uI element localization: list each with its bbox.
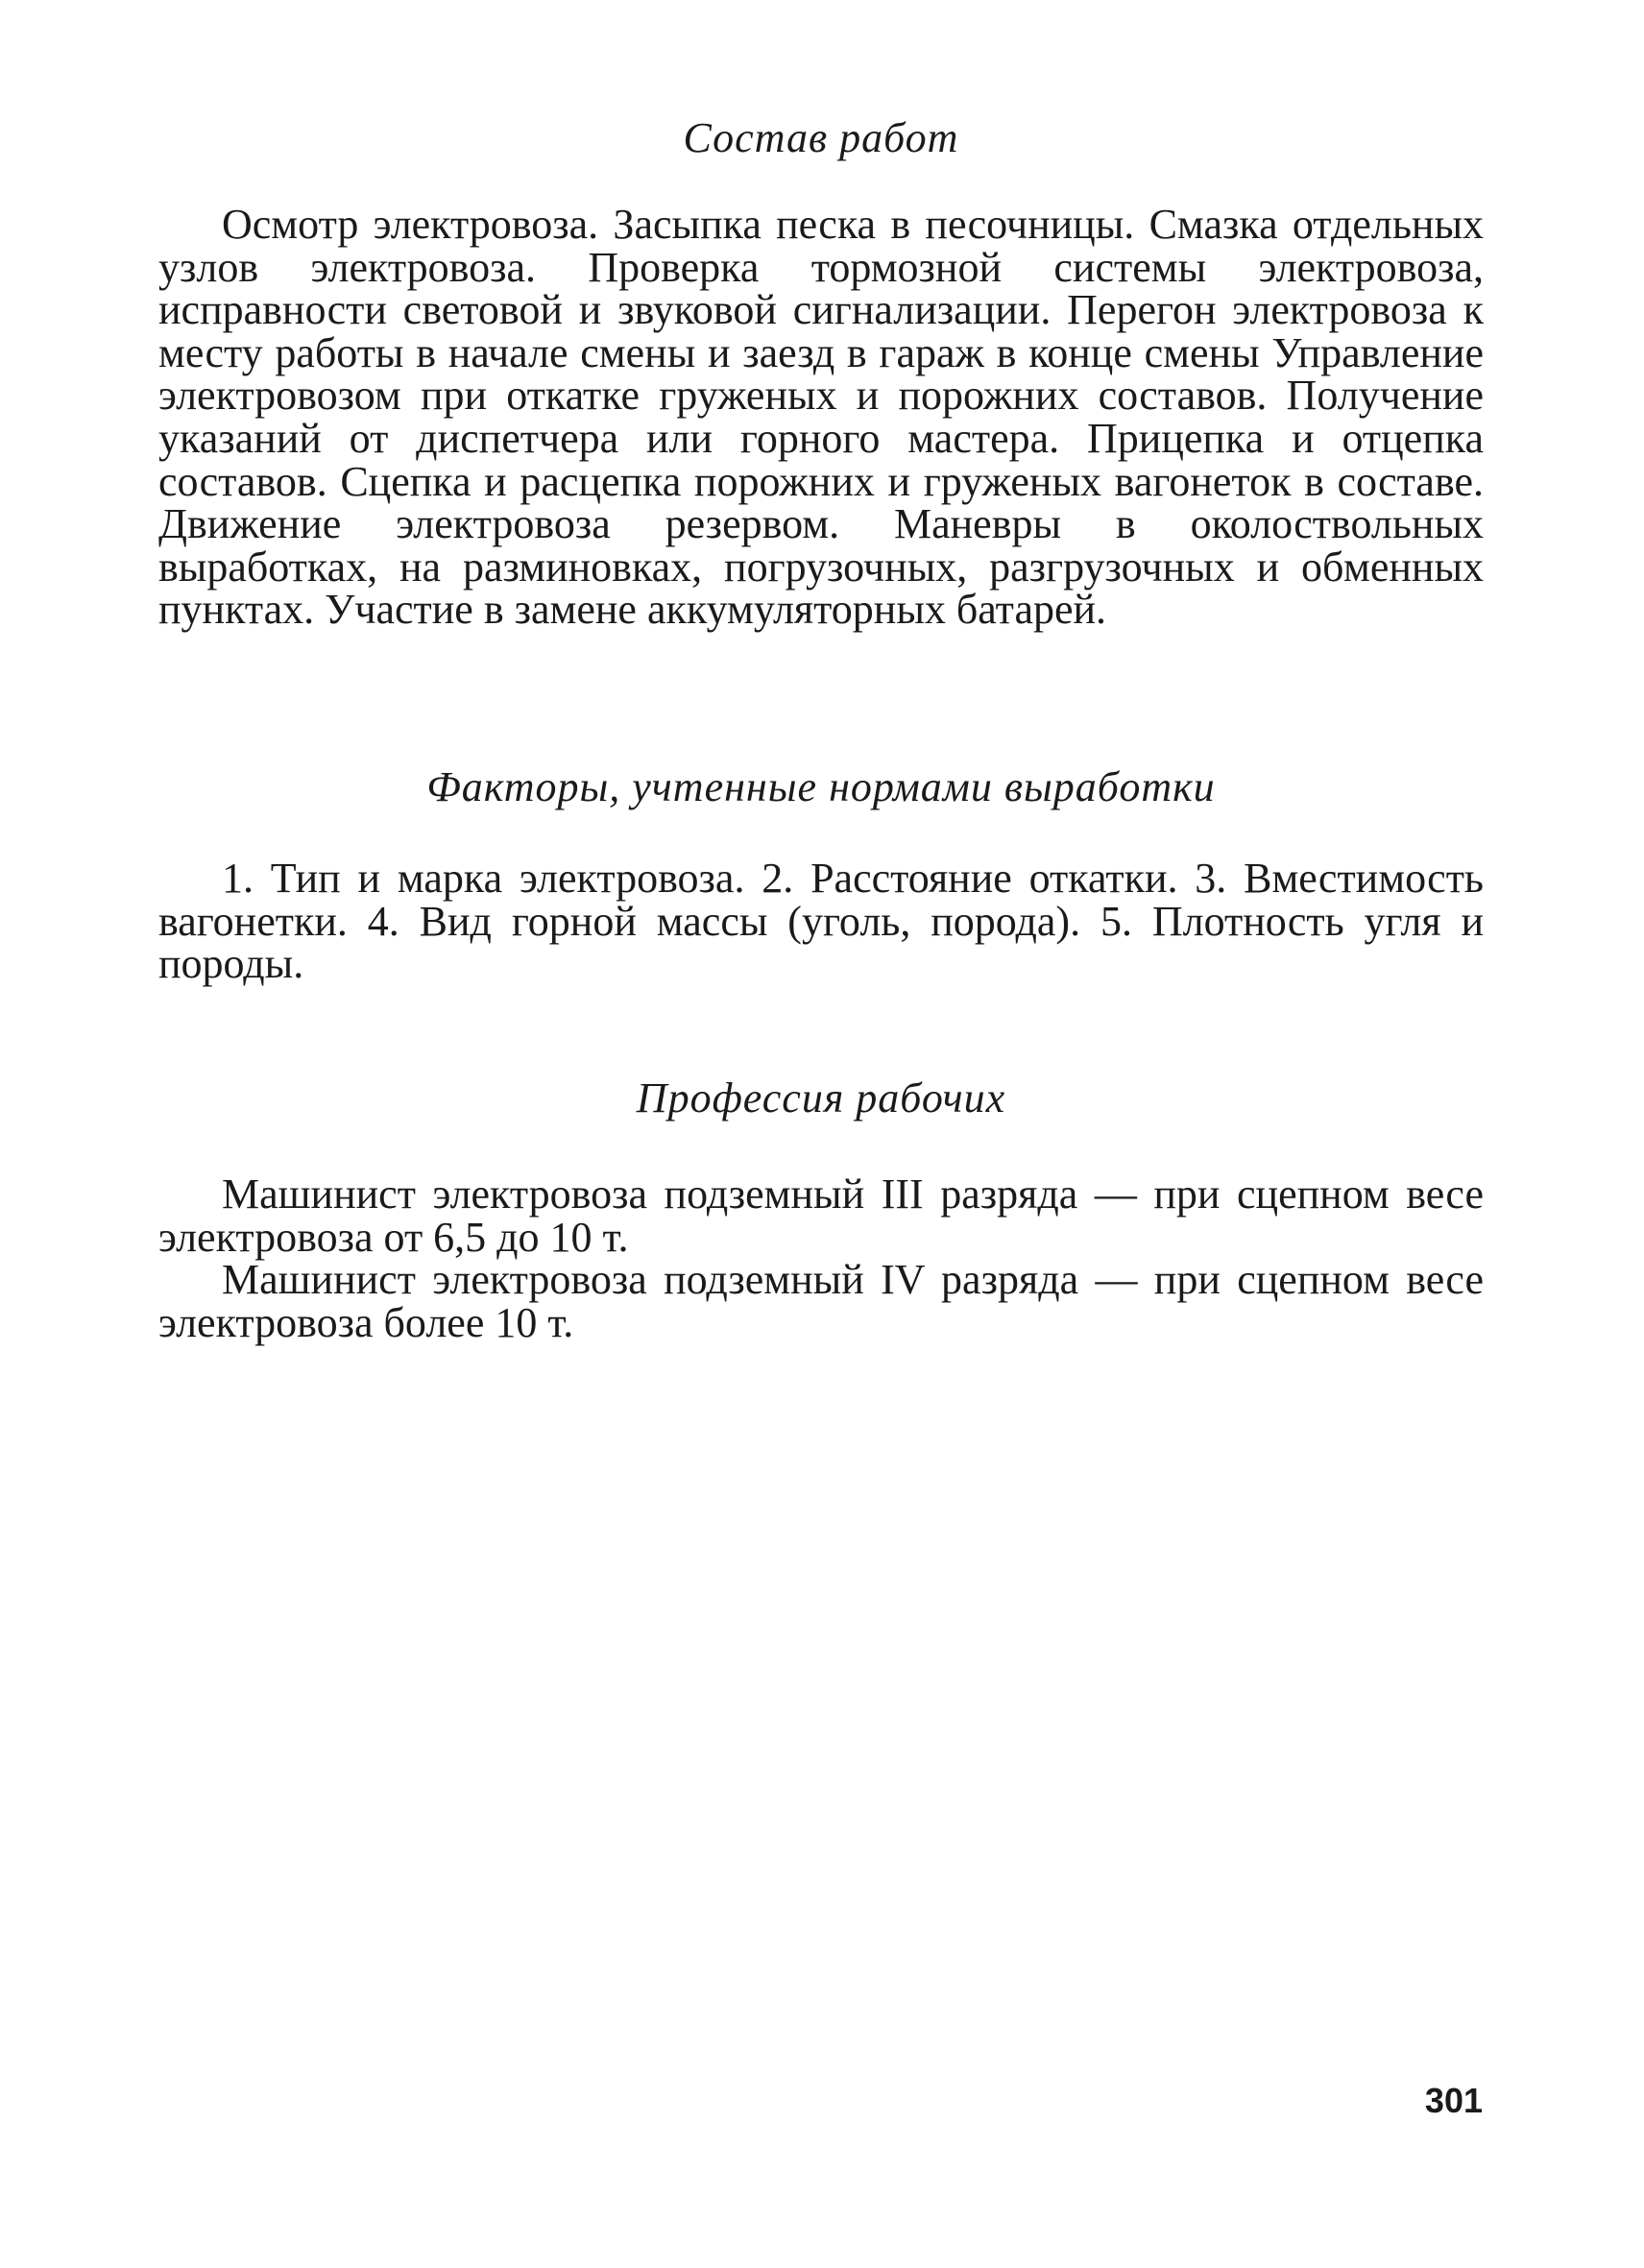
- profession-line-grade-4: Машинист электровоза подземный IV разряда — при сцепном весе электровоза более 10 т.: [158, 1256, 1484, 1346]
- section-heading-profession: Профессия рабочих: [636, 1074, 1006, 1122]
- profession-line-grade-3: Машинист электровоза подземный III разряда — при сцепном весе электровоза от 6,5 до 10 т.: [158, 1170, 1484, 1261]
- page-number: 301: [1424, 2081, 1483, 2120]
- work-composition-text: Осмотр электровоза. Засыпка песка в песочницы. Смазка отдельных узлов электровоза. Проверка тормозной системы электровоза, исправности световой и звуковой сигнализации. Перегон электровоза к месту работы в начале смены и заезд в гараж в конце смены Управление электровозом при откатке груженых и порожних составов. Получение указаний от диспетчера или горного мастера. Прицепка и отцепка составов. Сцепка и расцепка порожних и груженых вагонеток в составе. Движение электровоза резервом. Маневры в околоствольных выработках, на разминовках, погрузочных, разгрузочных и обменных пунктах. Участие в замене аккумуляторных батарей.: [158, 201, 1484, 634]
- section-heading-work-composition: Состав работ: [683, 114, 959, 161]
- section-heading-factors: Факторы, учтенные нормами выработки: [426, 763, 1216, 810]
- factors-text: 1. Тип и марка электровоза. 2. Расстояние откатки. 3. Вместимость вагонетки. 4. Вид горной массы (уголь, порода). 5. Плотность угля и породы.: [158, 855, 1484, 988]
